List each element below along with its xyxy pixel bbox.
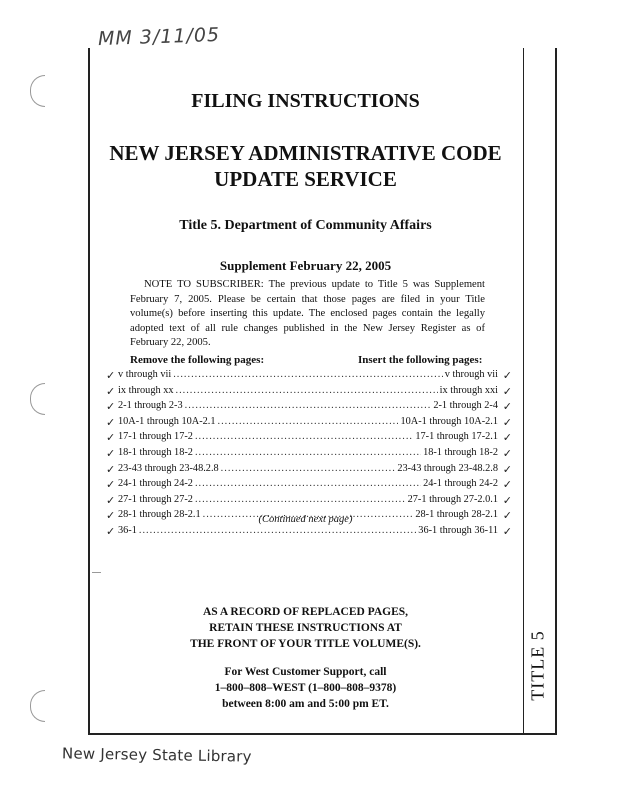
check-mark-icon: ✓ (502, 385, 512, 398)
insert-pages: 28-1 through 28-2.1 (415, 509, 498, 521)
library-stamp: New Jersey State Library (61, 744, 252, 766)
support-line-1: For West Customer Support, call (224, 666, 387, 678)
retain-line-3: THE FRONT OF YOUR TITLE VOLUME(S). (190, 638, 421, 650)
dot-leader (176, 385, 438, 396)
check-mark-icon: ✓ (106, 479, 116, 492)
insert-pages: 2-1 through 2-4 (433, 400, 498, 412)
dot-leader (195, 447, 421, 458)
table-row (106, 400, 512, 416)
remove-pages: v through vii (118, 369, 172, 380)
remove-pages: 27-1 through 27-2 (118, 493, 193, 505)
customer-support (88, 664, 523, 712)
table-row (106, 446, 512, 463)
check-mark-icon: ✓ (106, 447, 116, 460)
insert-pages: 36-1 through 36-11 (418, 524, 498, 536)
insert-pages: 24-1 through 24-2 (423, 478, 498, 490)
check-mark-icon: ✓ (502, 510, 512, 523)
remove-pages: 28-1 through 28-2.1 (118, 509, 201, 521)
continued-note: (Continued next page) (258, 514, 353, 525)
check-mark-icon: ✓ (106, 463, 116, 476)
table-row (106, 431, 512, 447)
punch-hole (30, 383, 45, 415)
punch-hole (30, 690, 45, 722)
insert-pages: ix through xxi (439, 384, 498, 396)
code-title-line-2: UPDATE SERVICE (214, 167, 397, 191)
dot-leader (221, 463, 396, 474)
retain-instructions (88, 604, 523, 652)
check-mark-icon: ✓ (502, 494, 512, 507)
subscriber-note (130, 278, 485, 351)
remove-pages-header: Remove the following pages: (130, 354, 265, 366)
check-mark-icon: ✓ (106, 525, 116, 538)
remove-pages: ix through xx (118, 384, 174, 396)
check-mark-icon: ✓ (502, 370, 512, 382)
check-mark-icon: ✓ (106, 370, 116, 382)
check-mark-icon: ✓ (502, 479, 512, 492)
remove-pages: 23-43 through 23-48.2.8 (118, 462, 219, 474)
remove-pages: 17-1 through 17-2 (118, 431, 193, 443)
code-title-line-1: NEW JERSEY ADMINISTRATIVE CODE (109, 141, 502, 165)
remove-pages: 10A-1 through 10A-2.1 (118, 415, 216, 427)
remove-pages: 18-1 through 18-2 (118, 446, 193, 458)
insert-pages: 17-1 through 17-2.1 (415, 431, 498, 443)
title-tab (523, 620, 553, 710)
table-row (106, 369, 512, 385)
table-row (106, 493, 512, 510)
insert-pages: 23-43 through 23-48.2.8 (397, 462, 498, 474)
table-row (106, 478, 512, 494)
page-title: FILING INSTRUCTIONS (191, 90, 420, 112)
dot-leader (185, 400, 432, 411)
insert-pages: v through vii (444, 369, 498, 380)
check-mark-icon: ✓ (502, 432, 512, 445)
check-mark-icon: ✓ (106, 510, 116, 523)
supplement-date: Supplement February 22, 2005 (219, 258, 392, 273)
check-mark-icon: ✓ (106, 401, 116, 414)
insert-pages-header: Insert the following pages: (358, 354, 483, 366)
title-tab-label: TITLE 5 (527, 629, 548, 701)
check-mark-icon: ✓ (502, 401, 512, 414)
table-row (106, 384, 512, 401)
remove-pages: 36-1 (118, 524, 137, 536)
support-phone: 1–800–808–WEST (1–800–808–9378) (214, 682, 397, 694)
title-subtitle: Title 5. Department of Community Affairs (179, 218, 432, 233)
remove-pages: 2-1 through 2-3 (118, 400, 183, 412)
code-title (88, 140, 523, 192)
check-mark-icon: ✓ (106, 385, 116, 398)
check-mark-icon: ✓ (106, 416, 116, 429)
check-mark-icon: ✓ (502, 463, 512, 476)
punch-hole (30, 75, 45, 107)
check-mark-icon: ✓ (502, 416, 512, 429)
dot-leader (195, 494, 406, 505)
insert-pages: 18-1 through 18-2 (423, 446, 498, 458)
retain-line-1: AS A RECORD OF REPLACED PAGES, (202, 606, 409, 618)
check-mark-icon: ✓ (106, 432, 116, 445)
dot-leader (139, 525, 416, 536)
check-mark-icon: ✓ (502, 525, 512, 538)
insert-pages: 10A-1 through 10A-2.1 (400, 415, 498, 427)
retain-line-2: RETAIN THESE INSTRUCTIONS AT (209, 622, 402, 634)
remove-pages: 24-1 through 24-2 (118, 478, 193, 490)
table-row (106, 415, 512, 432)
dot-leader (195, 478, 421, 489)
insert-pages: 27-1 through 27-2.0.1 (407, 493, 498, 505)
subscriber-note-text: NOTE TO SUBSCRIBER: The previous update to Title 5 was Supplement February 7, 2005. Please be certain that those pages are filed in your Title volume(s) before inserting this update. The enclosed pages contain the legally adopted text of all rule changes published in the New Jersey Register as of February 22, 2005. (130, 279, 485, 348)
table-row (106, 524, 512, 541)
check-mark-icon: ✓ (106, 494, 116, 507)
handwritten-initials-date: MM 3/11/05 (97, 23, 221, 51)
dot-leader (173, 369, 443, 380)
dot-leader (195, 431, 413, 442)
support-hours: between 8:00 am and 5:00 pm ET. (222, 698, 389, 710)
check-mark-icon: ✓ (502, 447, 512, 460)
table-row (106, 462, 512, 479)
dot-leader (218, 416, 399, 427)
